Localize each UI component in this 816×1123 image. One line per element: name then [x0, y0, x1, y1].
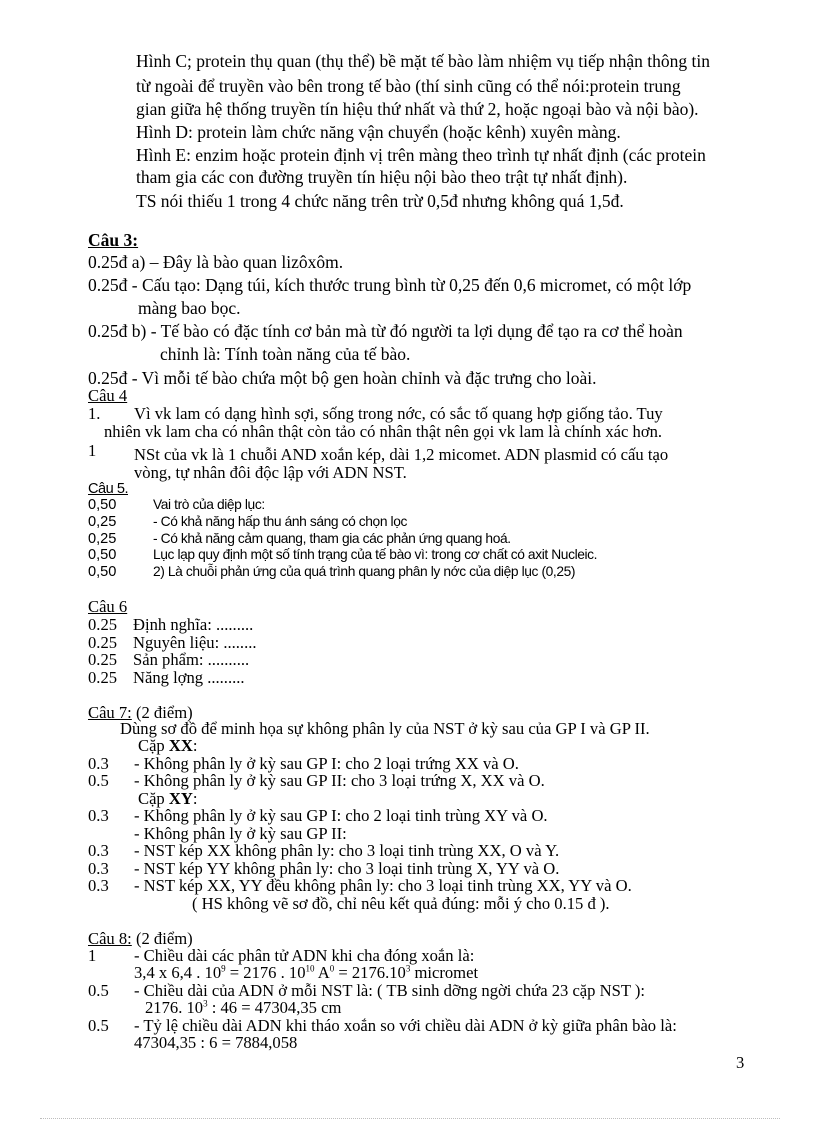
q8-text-3: - Tỷ lệ chiều dài ADN khi tháo xoắn so với chiều dài ADN ở kỳ giữa phân bào là: [134, 1016, 677, 1035]
q7-pair-xy-label: Cặp [138, 789, 165, 808]
intro-line-2: từ ngoài để truyền vào bên trong tế bào (thí sinh cũng có thể nói:protein trung [136, 76, 681, 96]
q8-calc-2-exp: 3 [203, 998, 208, 1009]
q4-num-1: 1. [88, 404, 101, 423]
q7-text-5: - NST kép XX không phân ly: cho 3 loại tinh trùng XX, O và Y. [134, 841, 560, 860]
q6-text-3: Sản phẩm: .......... [133, 650, 250, 669]
q3-line-4: 0.25đ b) - Tế bào có đặc tính cơ bản mà từ đó người ta lợi dụng để tạo ra cơ thể hoàn [88, 321, 683, 341]
q7-pair-xy: Cặp XY: [138, 789, 198, 808]
q5-title: Câu 5. [88, 481, 128, 497]
q5-score-2: 0,25 [88, 514, 117, 530]
q7-text-2: - Không phân ly ở kỳ sau GP II: cho 3 loại trứng X, XX và O. [134, 771, 545, 790]
q3-line-3: màng bao bọc. [138, 298, 241, 318]
q4-num-2: 1 [88, 441, 97, 460]
q6-text-2: Nguyên liệu: ........ [133, 633, 257, 652]
q7-score-3: 0.3 [88, 806, 109, 825]
q8-calc-1 [134, 965, 478, 982]
q5-score-3: 0,25 [88, 531, 117, 547]
q5-text-3: - Có khả năng cảm quang, tham gia các phản ứng quang hoá. [153, 531, 511, 546]
q7-score-5: 0.3 [88, 841, 109, 860]
q8-calc-1-exp3: 0 [329, 963, 335, 974]
q3-title: Câu 3: [88, 230, 139, 250]
q7-text-7: - NST kép XX, YY đều không phân ly: cho 3 loại tinh trùng XX, YY và O. [134, 876, 632, 895]
q3-line-2: 0.25đ - Cấu tạo: Dạng túi, kích thước trung bình từ 0,25 đến 0,6 micromet, có một lớp [88, 275, 692, 295]
q7-points: (2 điểm) [135, 703, 193, 722]
q8-calc-1-exp2: 10 [305, 963, 315, 974]
q7-score-6: 0.3 [88, 859, 109, 878]
q7-pair-xy-bold: XY [168, 789, 193, 808]
q6-text-4: Năng lợng ......... [133, 668, 245, 687]
q8-calc-1-exp4: 3 [405, 963, 411, 974]
q8-calc-1e: micromet [410, 963, 479, 982]
q6-title: Câu 6 [88, 597, 128, 616]
q8-calc-1-exp: 9 [221, 963, 226, 974]
q7-text-1: - Không phân ly ở kỳ sau GP I: cho 2 loại trứng XX và O. [134, 754, 519, 773]
q8-text-2: - Chiều dài của ADN ở mỗi NST là: ( TB sinh dỡng ngời chứa 23 cặp NST ): [134, 981, 645, 1000]
q8-calc-1a: 3,4 x 6,4 . 10 [134, 963, 222, 982]
q3-line-1: 0.25đ a) – Đây là bào quan lizôxôm. [88, 252, 344, 272]
q7-pair-xx-bold: XX [168, 736, 193, 755]
intro-line-1: Hình C; protein thụ quan (thụ thể) bề mặt tế bào làm nhiệm vụ tiếp nhận thông tin [136, 51, 710, 71]
q5-text-2: - Có khả năng hấp thu ánh sáng có chọn lọc [153, 514, 407, 529]
q8-calc-2 [145, 1000, 341, 1017]
q5-score-4: 0,50 [88, 547, 117, 563]
q7-score-1: 0.3 [88, 754, 109, 773]
q4-line-2: nhiên vk lam cha có nhân thật còn tảo có nhân thật nên gọi vk lam là chính xác hơn. [104, 422, 663, 441]
q4-title: Câu 4 [88, 386, 128, 405]
q8-calc-1d: = 2176.10 [334, 963, 406, 982]
q6-score-1: 0.25 [88, 615, 118, 634]
page-bottom-divider [40, 1118, 780, 1119]
q8-text-1: - Chiều dài các phân tử ADN khi cha đóng xoắn là: [134, 946, 475, 965]
q8-calc-3: 47304,35 : 6 = 7884,058 [134, 1033, 298, 1052]
intro-line-6: tham gia các con đường truyền tín hiệu nội bào theo trật tự nhất định). [136, 167, 628, 187]
q8-calc-1c: A [314, 963, 330, 982]
q7-text-6: - NST kép YY không phân ly: cho 3 loại tinh trùng X, YY và O. [134, 859, 560, 878]
q8-calc-2b: : 46 = 47304,35 cm [207, 998, 342, 1017]
q8-score-1: 1 [88, 946, 97, 965]
q4-line-3: NSt của vk là 1 chuỗi AND xoắn kép, dài 1,2 micomet. ADN plasmid có cấu tạo [134, 445, 669, 464]
q6-score-2: 0.25 [88, 633, 118, 652]
q8-points: (2 điểm) [135, 929, 193, 948]
q3-line-6: 0.25đ - Vì mỗi tế bào chứa một bộ gen hoàn chỉnh và đặc trưng cho loài. [88, 368, 597, 388]
q7-note: ( HS không vẽ sơ đồ, chỉ nêu kết quả đúng: mỗi ý cho 0.15 đ ). [192, 894, 610, 913]
q8-title: Câu 8: [88, 929, 132, 948]
q6-text-1: Định nghĩa: ......... [133, 615, 254, 634]
q8-score-3: 0.5 [88, 1016, 109, 1035]
intro-line-4: Hình D: protein làm chức năng vận chuyển (hoặc kênh) xuyên màng. [136, 122, 621, 142]
q5-score-5: 0,50 [88, 564, 117, 580]
q7-score-7: 0.3 [88, 876, 109, 895]
q5-text-5: 2) Là chuỗi phản ứng của quá trình quang phân ly nớc của diệp lục (0,25) [153, 564, 576, 579]
q7-text-3: - Không phân ly ở kỳ sau GP I: cho 2 loại tinh trùng XY và O. [134, 806, 548, 825]
q4-line-1: Vì vk lam có dạng hình sợi, sống trong nớc, có sắc tố quang hợp giống tảo. Tuy [134, 404, 663, 423]
q8-calc-1b: = 2176 . 10 [225, 963, 306, 982]
q7-title: Câu 7: [88, 703, 132, 722]
q6-score-4: 0.25 [88, 668, 118, 687]
page-number: 3 [736, 1053, 745, 1072]
q7-pair-xx: Cặp XX: [138, 736, 198, 755]
q7-intro: Dùng sơ đồ để minh họa sự không phân ly của NST ở kỳ sau của GP I và GP II. [120, 719, 650, 738]
q7-pair-xx-label: Cặp [138, 736, 165, 755]
q4-line-4: vòng, tự nhân đôi độc lập với ADN NST. [134, 463, 407, 482]
q7-score-2: 0.5 [88, 771, 109, 790]
q6-score-3: 0.25 [88, 650, 118, 669]
q5-text-4: Lục lạp quy định một số tính trạng của tế bào vì: trong cơ chất có axit Nucleic. [153, 547, 598, 562]
q3-line-5: chỉnh là: Tính toàn năng của tế bào. [160, 344, 411, 364]
q5-score-1: 0,50 [88, 497, 117, 513]
intro-line-3: gian giữa hệ thống truyền tín hiệu thứ nhất và thứ 2, hoặc ngoại bào và nội bào). [136, 99, 699, 119]
q7-text-4: - Không phân ly ở kỳ sau GP II: [134, 824, 347, 843]
q8-score-2: 0.5 [88, 981, 109, 1000]
intro-line-5: Hình E: enzim hoặc protein định vị trên màng theo trình tự nhất định (các protein [136, 145, 706, 165]
q5-text-1: Vai trò của diệp lục: [153, 497, 265, 512]
intro-line-7: TS nói thiếu 1 trong 4 chức năng trên trừ 0,5đ nhưng không quá 1,5đ. [136, 191, 624, 211]
q8-calc-2a: 2176. 10 [145, 998, 204, 1017]
